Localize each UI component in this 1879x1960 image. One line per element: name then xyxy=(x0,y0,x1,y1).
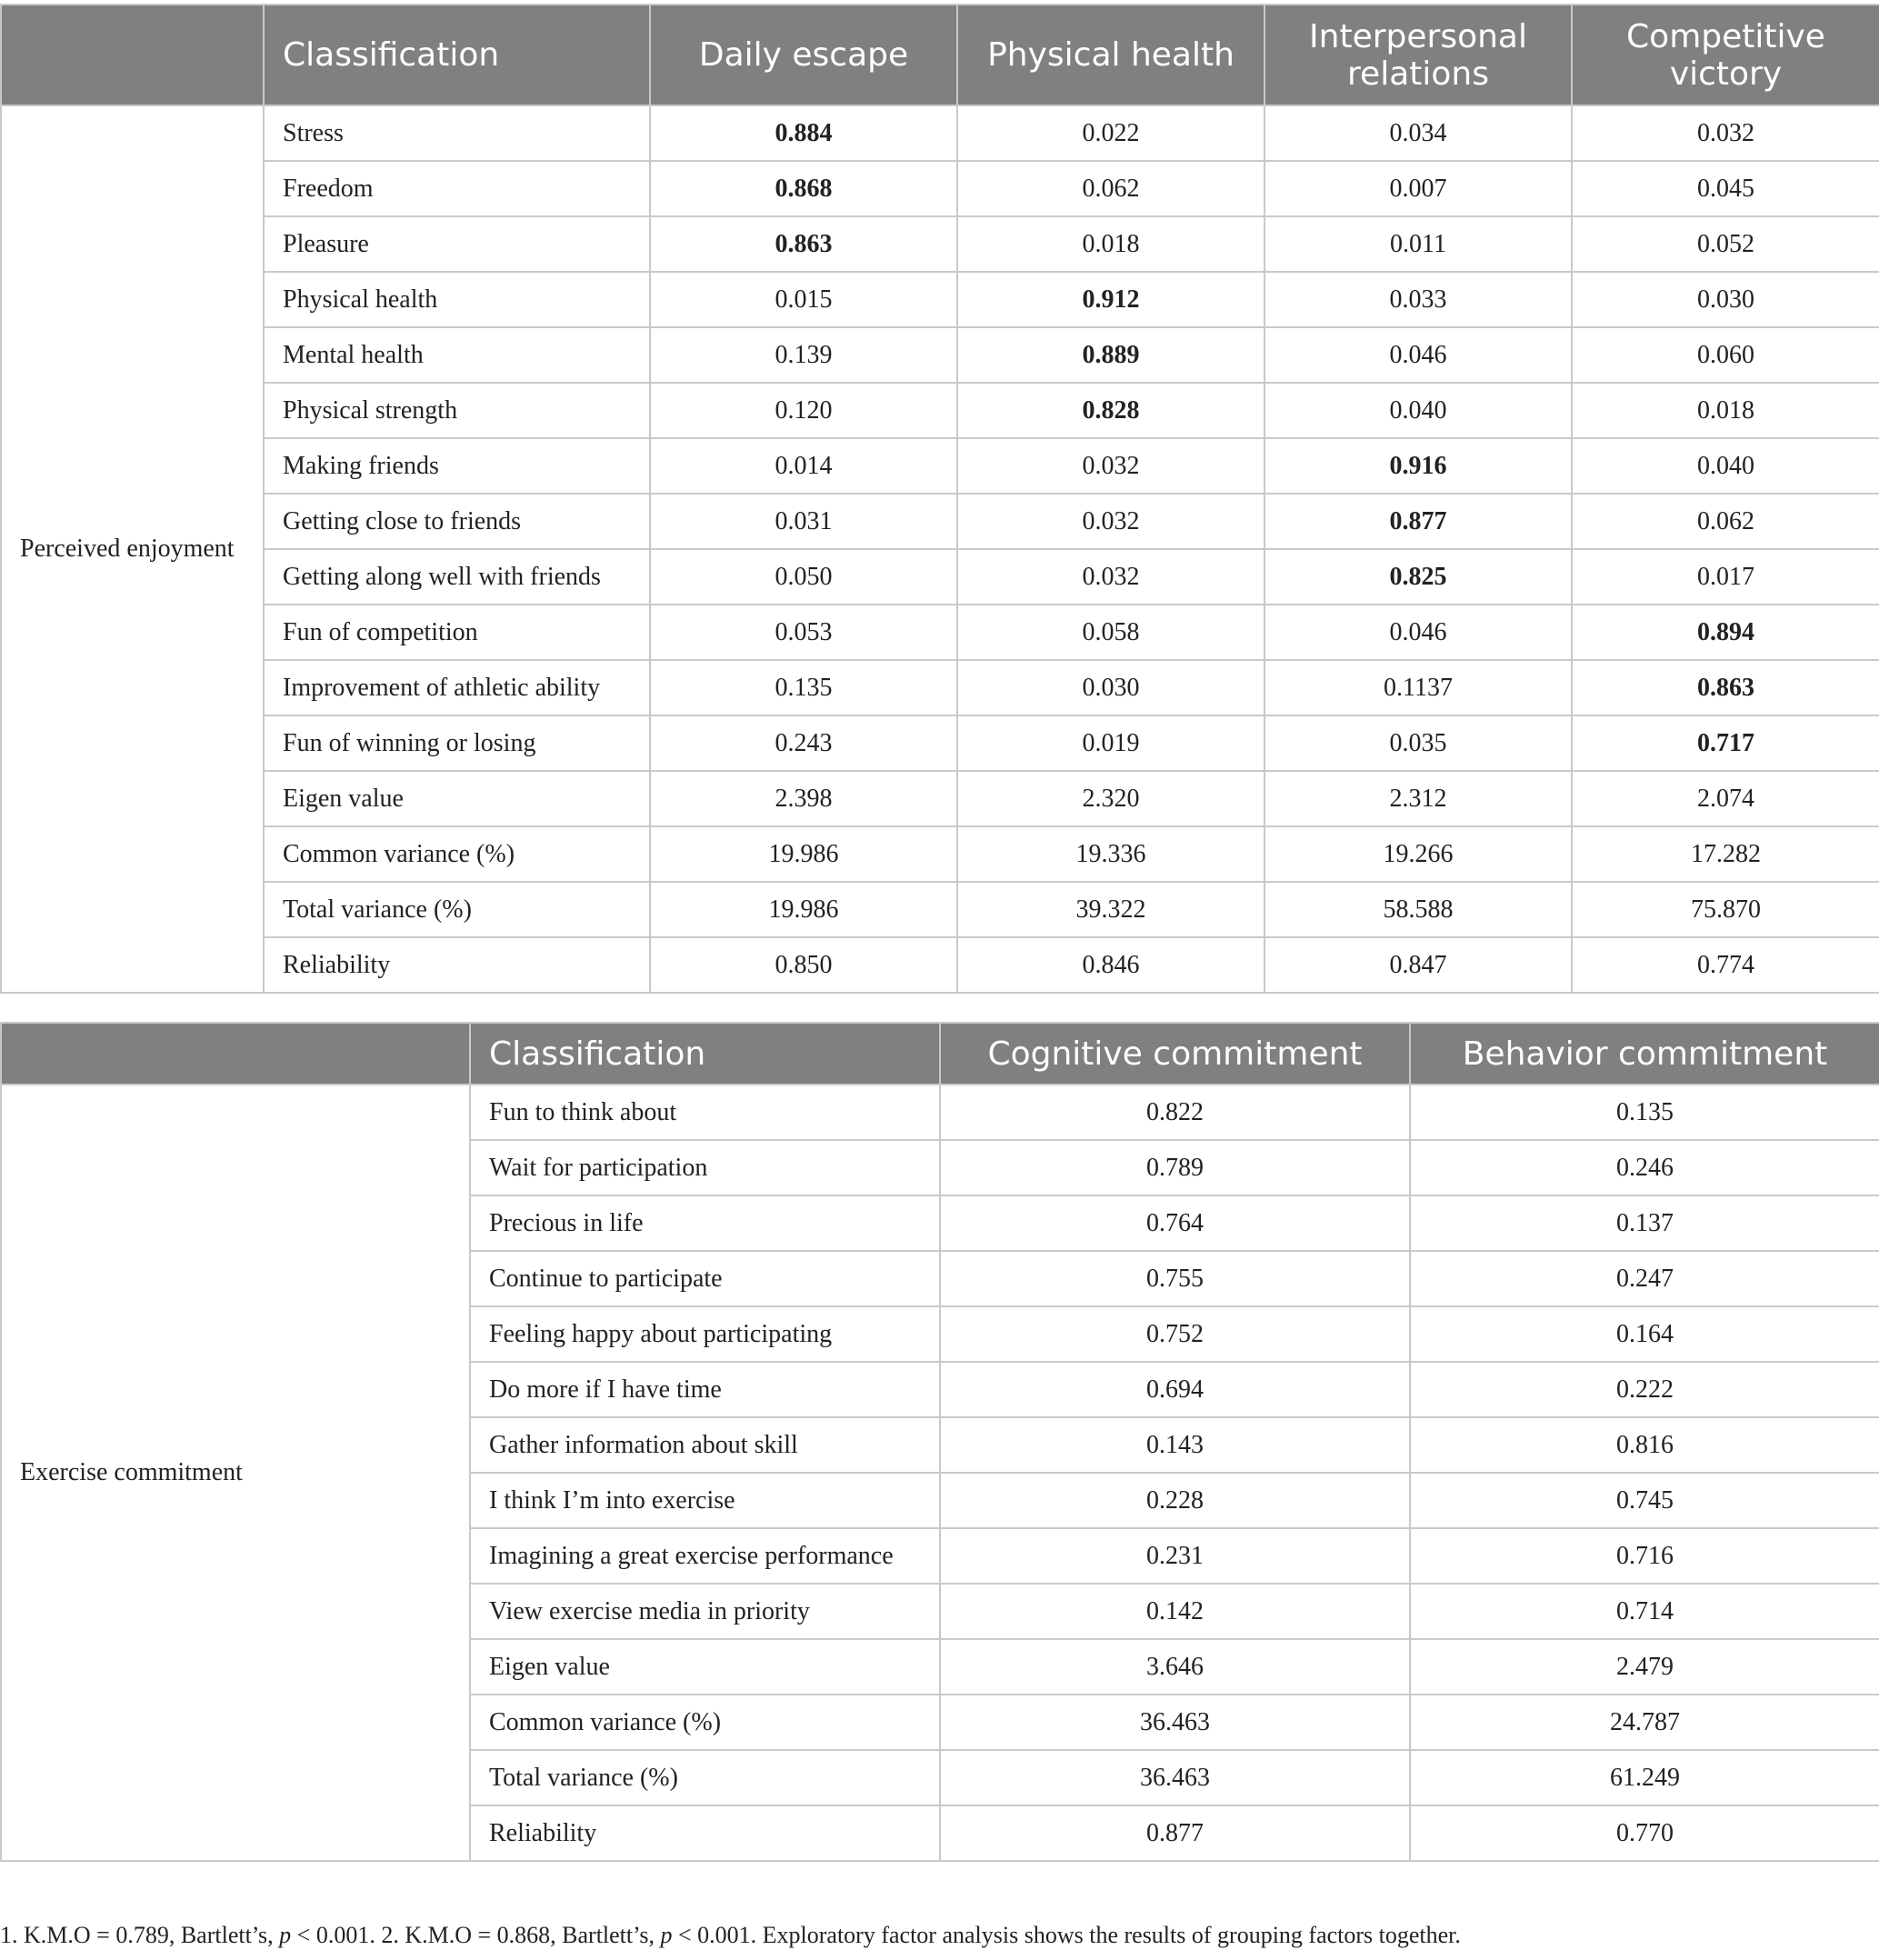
table1-row-label: Fun of winning or losing xyxy=(264,715,650,771)
table1-row xyxy=(1,105,1879,161)
table1-cell: 0.825 xyxy=(1264,549,1572,605)
table2-row-label: Common variance (%) xyxy=(470,1695,940,1750)
table1-row-label: Mental health xyxy=(264,327,650,383)
footnote-p-symbol-1: p xyxy=(279,1922,292,1948)
table1-row xyxy=(1,438,1879,494)
footnote-part-3: < 0.001. Exploratory factor analysis shows the results of grouping factors together. xyxy=(672,1922,1461,1948)
table1-cell: 0.889 xyxy=(957,327,1264,383)
table2-cell: 0.770 xyxy=(1410,1805,1879,1861)
table1-cell: 0.014 xyxy=(650,438,957,494)
table1-header-interpersonal-relations: Interpersonal relations xyxy=(1264,5,1572,105)
table1-cell: 0.007 xyxy=(1264,161,1572,216)
table2-cell: 0.222 xyxy=(1410,1362,1879,1417)
table1-cell: 0.058 xyxy=(957,605,1264,660)
table2-cell: 0.164 xyxy=(1410,1306,1879,1362)
table2-cell: 0.247 xyxy=(1410,1251,1879,1306)
table1-cell: 0.863 xyxy=(1572,660,1879,715)
table1-cell: 0.035 xyxy=(1264,715,1572,771)
table1-cell: 0.032 xyxy=(1572,105,1879,161)
table1-cell: 0.863 xyxy=(650,216,957,272)
table1-cell: 0.030 xyxy=(957,660,1264,715)
table2-cell: 0.142 xyxy=(940,1584,1410,1639)
table1-row-label: Freedom xyxy=(264,161,650,216)
table1-cell: 0.894 xyxy=(1572,605,1879,660)
table1-cell: 0.139 xyxy=(650,327,957,383)
table2-cell: 0.246 xyxy=(1410,1140,1879,1195)
table1-cell: 0.045 xyxy=(1572,161,1879,216)
table2-row-label: Feeling happy about participating xyxy=(470,1306,940,1362)
table1-cell: 0.884 xyxy=(650,105,957,161)
footnote-part-2: < 0.001. 2. K.M.O = 0.868, Bartlett’s, xyxy=(291,1922,661,1948)
table1-row xyxy=(1,216,1879,272)
table2-header-cognitive-commitment: Cognitive commitment xyxy=(940,1023,1410,1085)
table1-group-label: Perceived enjoyment xyxy=(1,105,264,993)
table1-cell: 0.050 xyxy=(650,549,957,605)
table1-row-label: Getting close to friends xyxy=(264,494,650,549)
table1-cell: 0.040 xyxy=(1572,438,1879,494)
table1-cell: 19.986 xyxy=(650,882,957,937)
table1-cell: 0.052 xyxy=(1572,216,1879,272)
table2-cell: 0.135 xyxy=(1410,1085,1879,1140)
footnote-p-symbol-2: p xyxy=(660,1922,673,1948)
table1-cell: 0.868 xyxy=(650,161,957,216)
table1-cell: 0.062 xyxy=(957,161,1264,216)
table1-cell: 0.120 xyxy=(650,383,957,438)
table2-row-label: Do more if I have time xyxy=(470,1362,940,1417)
table2-cell: 0.143 xyxy=(940,1417,1410,1473)
table1-row-label: Improvement of athletic ability xyxy=(264,660,650,715)
table2-cell: 0.745 xyxy=(1410,1473,1879,1528)
table1-header-daily-escape: Daily escape xyxy=(650,5,957,105)
table1-cell: 0.018 xyxy=(957,216,1264,272)
table2-cell: 61.249 xyxy=(1410,1750,1879,1805)
table1-cell: 0.046 xyxy=(1264,605,1572,660)
table1-cell: 0.243 xyxy=(650,715,957,771)
table1-cell: 0.019 xyxy=(957,715,1264,771)
table2-row-label: View exercise media in priority xyxy=(470,1584,940,1639)
table2-cell: 0.716 xyxy=(1410,1528,1879,1584)
table2-row-label: Reliability xyxy=(470,1805,940,1861)
table1-cell: 58.588 xyxy=(1264,882,1572,937)
table1-row xyxy=(1,549,1879,605)
table1-row-label: Physical strength xyxy=(264,383,650,438)
table1-cell: 0.828 xyxy=(957,383,1264,438)
table1-row xyxy=(1,771,1879,826)
table1-row xyxy=(1,605,1879,660)
table1-cell: 0.034 xyxy=(1264,105,1572,161)
table1-cell: 0.017 xyxy=(1572,549,1879,605)
table2-row-label: Precious in life xyxy=(470,1195,940,1251)
table1-cell: 0.850 xyxy=(650,937,957,993)
table2-header-behavior-commitment: Behavior commitment xyxy=(1410,1023,1879,1085)
table1-cell: 0.062 xyxy=(1572,494,1879,549)
table1-cell: 19.986 xyxy=(650,826,957,882)
table1-cell: 0.846 xyxy=(957,937,1264,993)
table1-row xyxy=(1,161,1879,216)
table1-cell: 0.053 xyxy=(650,605,957,660)
table1-header-group xyxy=(1,5,264,105)
table2-cell: 2.479 xyxy=(1410,1639,1879,1695)
table1-row-label: Eigen value xyxy=(264,771,650,826)
table2-row-label: Eigen value xyxy=(470,1639,940,1695)
table2-row-label: Fun to think about xyxy=(470,1085,940,1140)
table1-cell: 19.266 xyxy=(1264,826,1572,882)
table2-header-group xyxy=(1,1023,470,1085)
table1-row-label: Fun of competition xyxy=(264,605,650,660)
table2-cell: 0.816 xyxy=(1410,1417,1879,1473)
table1-row xyxy=(1,383,1879,438)
table1-cell: 0.060 xyxy=(1572,327,1879,383)
table1-cell: 0.032 xyxy=(957,438,1264,494)
table1-cell: 17.282 xyxy=(1572,826,1879,882)
perceived-enjoyment-table xyxy=(0,4,1879,994)
table2-row-label: Imagining a great exercise performance xyxy=(470,1528,940,1584)
table1-cell: 0.135 xyxy=(650,660,957,715)
table1-cell: 39.322 xyxy=(957,882,1264,937)
table1-row-label: Pleasure xyxy=(264,216,650,272)
table1-row-label: Total variance (%) xyxy=(264,882,650,937)
table2-header-row xyxy=(1,1023,1879,1085)
table1-cell: 0.877 xyxy=(1264,494,1572,549)
table1-row xyxy=(1,715,1879,771)
table1-row-label: Making friends xyxy=(264,438,650,494)
table1-cell: 0.015 xyxy=(650,272,957,327)
table2-body xyxy=(1,1085,1879,1861)
table2-row xyxy=(1,1085,1879,1140)
table2-cell: 24.787 xyxy=(1410,1695,1879,1750)
table2-cell: 0.764 xyxy=(940,1195,1410,1251)
table2-cell: 36.463 xyxy=(940,1695,1410,1750)
table1-cell: 0.030 xyxy=(1572,272,1879,327)
table1-cell: 0.046 xyxy=(1264,327,1572,383)
table2-group-label: Exercise commitment xyxy=(1,1085,470,1861)
table1-row xyxy=(1,660,1879,715)
table2-row-label: Continue to participate xyxy=(470,1251,940,1306)
table1-cell: 75.870 xyxy=(1572,882,1879,937)
table2-cell: 0.694 xyxy=(940,1362,1410,1417)
table1-cell: 0.031 xyxy=(650,494,957,549)
table1-row-label: Reliability xyxy=(264,937,650,993)
table1-cell: 19.336 xyxy=(957,826,1264,882)
table-footnote xyxy=(0,1922,1879,1949)
table1-cell: 2.398 xyxy=(650,771,957,826)
table2-cell: 0.755 xyxy=(940,1251,1410,1306)
table2-cell: 0.228 xyxy=(940,1473,1410,1528)
table1-cell: 2.074 xyxy=(1572,771,1879,826)
table1-header-classification: Classification xyxy=(264,5,650,105)
table1-cell: 0.847 xyxy=(1264,937,1572,993)
table2-cell: 0.877 xyxy=(940,1805,1410,1861)
table1-header-competitive-victory: Competitive victory xyxy=(1572,5,1879,105)
table1-cell: 0.032 xyxy=(957,494,1264,549)
table1-row xyxy=(1,327,1879,383)
table1-cell: 0.1137 xyxy=(1264,660,1572,715)
table1-cell: 0.022 xyxy=(957,105,1264,161)
table1-row xyxy=(1,272,1879,327)
table1-cell: 0.018 xyxy=(1572,383,1879,438)
table1-body xyxy=(1,105,1879,993)
table1-row xyxy=(1,882,1879,937)
table1-row-label: Stress xyxy=(264,105,650,161)
table1-cell: 0.717 xyxy=(1572,715,1879,771)
table2-row-label: Wait for participation xyxy=(470,1140,940,1195)
table2-cell: 3.646 xyxy=(940,1639,1410,1695)
table2-header-classification: Classification xyxy=(470,1023,940,1085)
footnote-part-1: 1. K.M.O = 0.789, Bartlett’s, xyxy=(0,1922,280,1948)
table1-cell: 0.032 xyxy=(957,549,1264,605)
table1-cell: 0.040 xyxy=(1264,383,1572,438)
table1-cell: 0.912 xyxy=(957,272,1264,327)
table2-cell: 0.231 xyxy=(940,1528,1410,1584)
table1-row-label: Common variance (%) xyxy=(264,826,650,882)
table1-header-row xyxy=(1,5,1879,105)
table2-cell: 0.789 xyxy=(940,1140,1410,1195)
table2-cell: 0.822 xyxy=(940,1085,1410,1140)
exercise-commitment-table xyxy=(0,1022,1879,1862)
table1-cell: 2.320 xyxy=(957,771,1264,826)
table1-cell: 0.033 xyxy=(1264,272,1572,327)
table2-row-label: Gather information about skill xyxy=(470,1417,940,1473)
table2-cell: 0.137 xyxy=(1410,1195,1879,1251)
table1-cell: 0.916 xyxy=(1264,438,1572,494)
table2-row-label: I think I’m into exercise xyxy=(470,1473,940,1528)
table2-cell: 0.714 xyxy=(1410,1584,1879,1639)
table1-cell: 0.011 xyxy=(1264,216,1572,272)
table2-row-label: Total variance (%) xyxy=(470,1750,940,1805)
table1-row xyxy=(1,937,1879,993)
table1-row-label: Getting along well with friends xyxy=(264,549,650,605)
table2-cell: 0.752 xyxy=(940,1306,1410,1362)
table1-cell: 0.774 xyxy=(1572,937,1879,993)
table1-cell: 2.312 xyxy=(1264,771,1572,826)
table1-row xyxy=(1,826,1879,882)
table1-row-label: Physical health xyxy=(264,272,650,327)
table1-header-physical-health: Physical health xyxy=(957,5,1264,105)
table2-cell: 36.463 xyxy=(940,1750,1410,1805)
table1-row xyxy=(1,494,1879,549)
